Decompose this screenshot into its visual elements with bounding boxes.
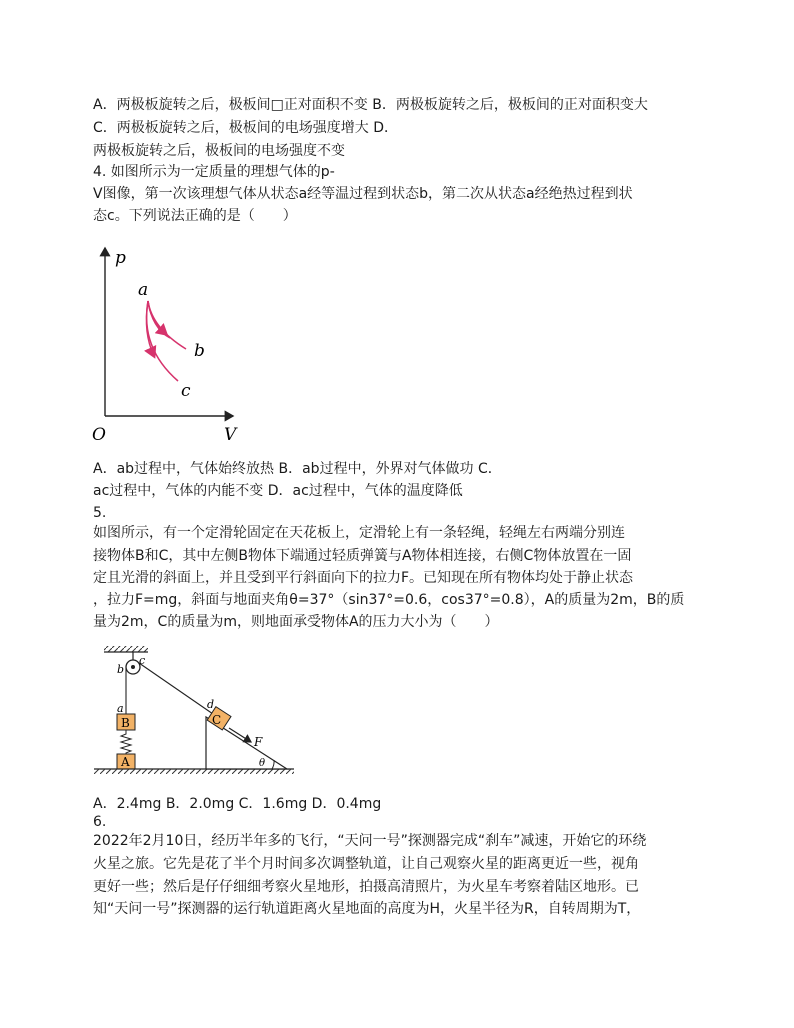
q6-stem-line-4: 知“天问一号”探测器的运行轨道距离火星地面的高度为H，火星半径为R，自转周期为T， [93,901,641,917]
q4-options-line-1: A．ab过程中，气体始终放热 B．ab过程中，外界对气体做功 C． [93,461,502,477]
q6-number: 6. [93,814,107,830]
spring [121,730,131,754]
angle-label: θ [259,758,266,769]
q6-stem-line-2: 火星之旅。它先是花了半个月时间多次调整轨道，让自己观察火星的距离更近一些，视角 [93,856,639,872]
point-label-a: a [138,280,149,300]
label-c: c [139,654,146,667]
pv-diagram-figure [88,238,248,448]
block-label-b: B [121,716,130,730]
q3-options-line-1: A．两极板旋转之后，极板间□正对面积不变 B．两极板旋转之后，极板间的正对面积变大 [93,97,648,113]
block-label-c: C [212,713,222,727]
q5-stem-line-1: 如图所示，有一个定滑轮固定在天花板上，定滑轮上有一条轻绳，轻绳左右两端分别连 [93,525,625,541]
q6-stem-line-3: 更好一些；然后是仔仔细细考察火星地形，拍摄高清照片，为火星车考察着陆区地形。已 [93,879,639,895]
q5-options: A．2.4mg B．2.0mg C．1.6mg D．0.4mg [93,796,382,812]
isothermal-arrow-ab [148,301,166,334]
q4-stem-line-1: 4. 如图所示为一定质量的理想气体的p- [93,164,335,180]
isothermal-curve-ab [148,301,170,338]
point-label-b: b [194,341,205,361]
axis-label-p: p [115,248,126,268]
q5-stem-line-3: 定且光滑的斜面上，并且受到平行斜面向下的拉力F。已知现在所有物体均处于静止状态 [93,570,634,586]
q3-options-line-3: 两极板旋转之后，极板间的电场强度不变 [93,143,345,159]
q4-options-line-2: ac过程中，气体的内能不变 D．ac过程中，气体的温度降低 [93,483,463,499]
origin-label-o: O [92,425,106,445]
axis-label-v: V [224,425,237,445]
label-a: a [117,702,124,715]
q5-stem-line-4: ，拉力F=mg，斜面与地面夹角θ=37°（sin37°=0.6，cos37°=0.8），A的质量为2m，B的质 [93,592,685,608]
q5-stem-line-2: 接物体B和C，其中左侧B物体下端通过轻质弹簧与A物体相连接，右侧C物体放置在一固 [93,548,632,564]
q5-number: 5. [93,505,107,521]
q5-stem-line-5: 量为2m，C的质量为m，则地面承受物体A的压力大小为（ ） [93,614,499,630]
q4-stem-line-2: V图像，第一次该理想气体从状态a经等温过程到状态b，第二次从状态a经绝热过程到状 [93,186,633,202]
q6-stem-line-1: 2022年2月10日，经历半年多的飞行，“天问一号”探测器完成“刹车”减速，开始它的环绕 [93,833,647,849]
label-d: d [207,698,215,711]
point-label-c: c [181,381,191,401]
force-label: F [254,735,263,749]
ceiling [104,646,148,652]
q3-options-line-2: C．两极板旋转之后，极板间的电场强度增大 D． [93,120,399,136]
pulley-incline-figure [94,642,294,777]
block-label-a: A [121,755,130,769]
label-b: b [117,663,125,676]
rope-right [139,663,213,714]
q4-stem-line-3: 态c。下列说法正确的是（ ） [93,208,297,224]
